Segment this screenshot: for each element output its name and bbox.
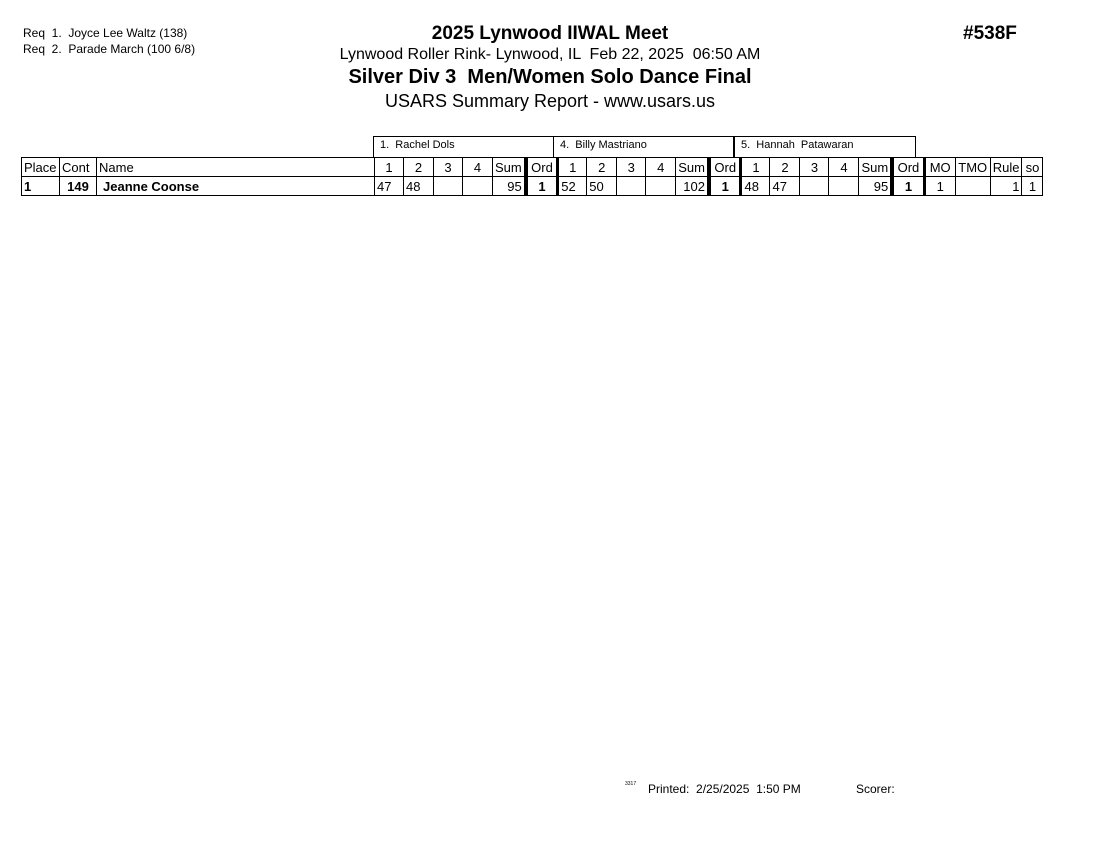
j2-score-1: 52 bbox=[558, 177, 587, 196]
j1-ord: 1 bbox=[526, 177, 558, 196]
j1-col-2: 2 bbox=[404, 158, 434, 177]
j3-ord: 1 bbox=[892, 177, 924, 196]
j3-sum: 95 bbox=[859, 177, 892, 196]
j2-col-1: 1 bbox=[558, 158, 587, 177]
j1-col-1: 1 bbox=[375, 158, 404, 177]
j3-col-1: 1 bbox=[741, 158, 770, 177]
j2-col-ord: Ord bbox=[709, 158, 741, 177]
j3-col-ord: Ord bbox=[892, 158, 924, 177]
report-header bbox=[300, 22, 800, 112]
j1-col-4: 4 bbox=[463, 158, 493, 177]
j1-sum: 95 bbox=[493, 177, 526, 196]
table-row bbox=[22, 177, 1043, 196]
j2-sum: 102 bbox=[676, 177, 709, 196]
j3-score-4 bbox=[829, 177, 859, 196]
meet-title: 2025 Lynwood IIWAL Meet bbox=[431, 23, 669, 44]
j3-score-2: 47 bbox=[770, 177, 800, 196]
page-code: 3317 bbox=[625, 781, 637, 787]
j2-score-3 bbox=[617, 177, 646, 196]
col-name: Name bbox=[97, 158, 375, 177]
j1-score-1: 47 bbox=[375, 177, 404, 196]
j1-col-sum: Sum bbox=[493, 158, 526, 177]
j3-score-3 bbox=[800, 177, 829, 196]
judge-2-header: 4. Billy Mastriano bbox=[553, 136, 734, 157]
report-subtitle: USARS Summary Report - www.usars.us bbox=[384, 91, 716, 111]
j3-col-3: 3 bbox=[800, 158, 829, 177]
j2-score-4 bbox=[646, 177, 676, 196]
col-place: Place bbox=[22, 158, 60, 177]
request-1: Req 1. Joyce Lee Waltz (138) bbox=[23, 26, 188, 40]
col-rule: Rule bbox=[990, 158, 1022, 177]
column-header-row bbox=[22, 158, 1043, 177]
j1-score-3 bbox=[434, 177, 463, 196]
j1-score-2: 48 bbox=[404, 177, 434, 196]
j3-col-4: 4 bbox=[829, 158, 859, 177]
so-cell: 1 bbox=[1022, 177, 1043, 196]
j1-col-ord: Ord bbox=[526, 158, 558, 177]
j3-score-1: 48 bbox=[741, 177, 770, 196]
event-title: Silver Div 3 Men/Women Solo Dance Final bbox=[348, 66, 752, 88]
event-number: #538F bbox=[963, 23, 1017, 44]
j1-col-3: 3 bbox=[434, 158, 463, 177]
tmo-cell bbox=[955, 177, 990, 196]
judge-3-header: 5. Hannah Patawaran bbox=[734, 136, 916, 157]
rule-cell: 1 bbox=[990, 177, 1022, 196]
place-cell: 1 bbox=[22, 177, 60, 196]
j2-col-4: 4 bbox=[646, 158, 676, 177]
venue-line: Lynwood Roller Rink- Lynwood, IL Feb 22, 2025 06:50 AM bbox=[339, 46, 761, 63]
printed-timestamp: Printed: 2/25/2025 1:50 PM bbox=[648, 782, 801, 796]
results-table bbox=[21, 157, 1043, 196]
j2-ord: 1 bbox=[709, 177, 741, 196]
col-mo: MO bbox=[924, 158, 955, 177]
request-2: Req 2. Parade March (100 6/8) bbox=[23, 42, 196, 56]
cont-cell: 149 bbox=[60, 177, 97, 196]
skater-name: Jeanne Coonse bbox=[97, 177, 375, 196]
j3-col-sum: Sum bbox=[859, 158, 892, 177]
judge-1-header: 1. Rachel Dols bbox=[373, 136, 554, 157]
j2-col-sum: Sum bbox=[676, 158, 709, 177]
j2-score-2: 50 bbox=[587, 177, 617, 196]
scorer-label: Scorer: bbox=[856, 782, 895, 796]
col-so: so bbox=[1022, 158, 1043, 177]
j2-col-3: 3 bbox=[617, 158, 646, 177]
j3-col-2: 2 bbox=[770, 158, 800, 177]
j2-col-2: 2 bbox=[587, 158, 617, 177]
col-cont: Cont bbox=[60, 158, 97, 177]
j1-score-4 bbox=[463, 177, 493, 196]
col-tmo: TMO bbox=[955, 158, 990, 177]
mo-cell: 1 bbox=[924, 177, 955, 196]
